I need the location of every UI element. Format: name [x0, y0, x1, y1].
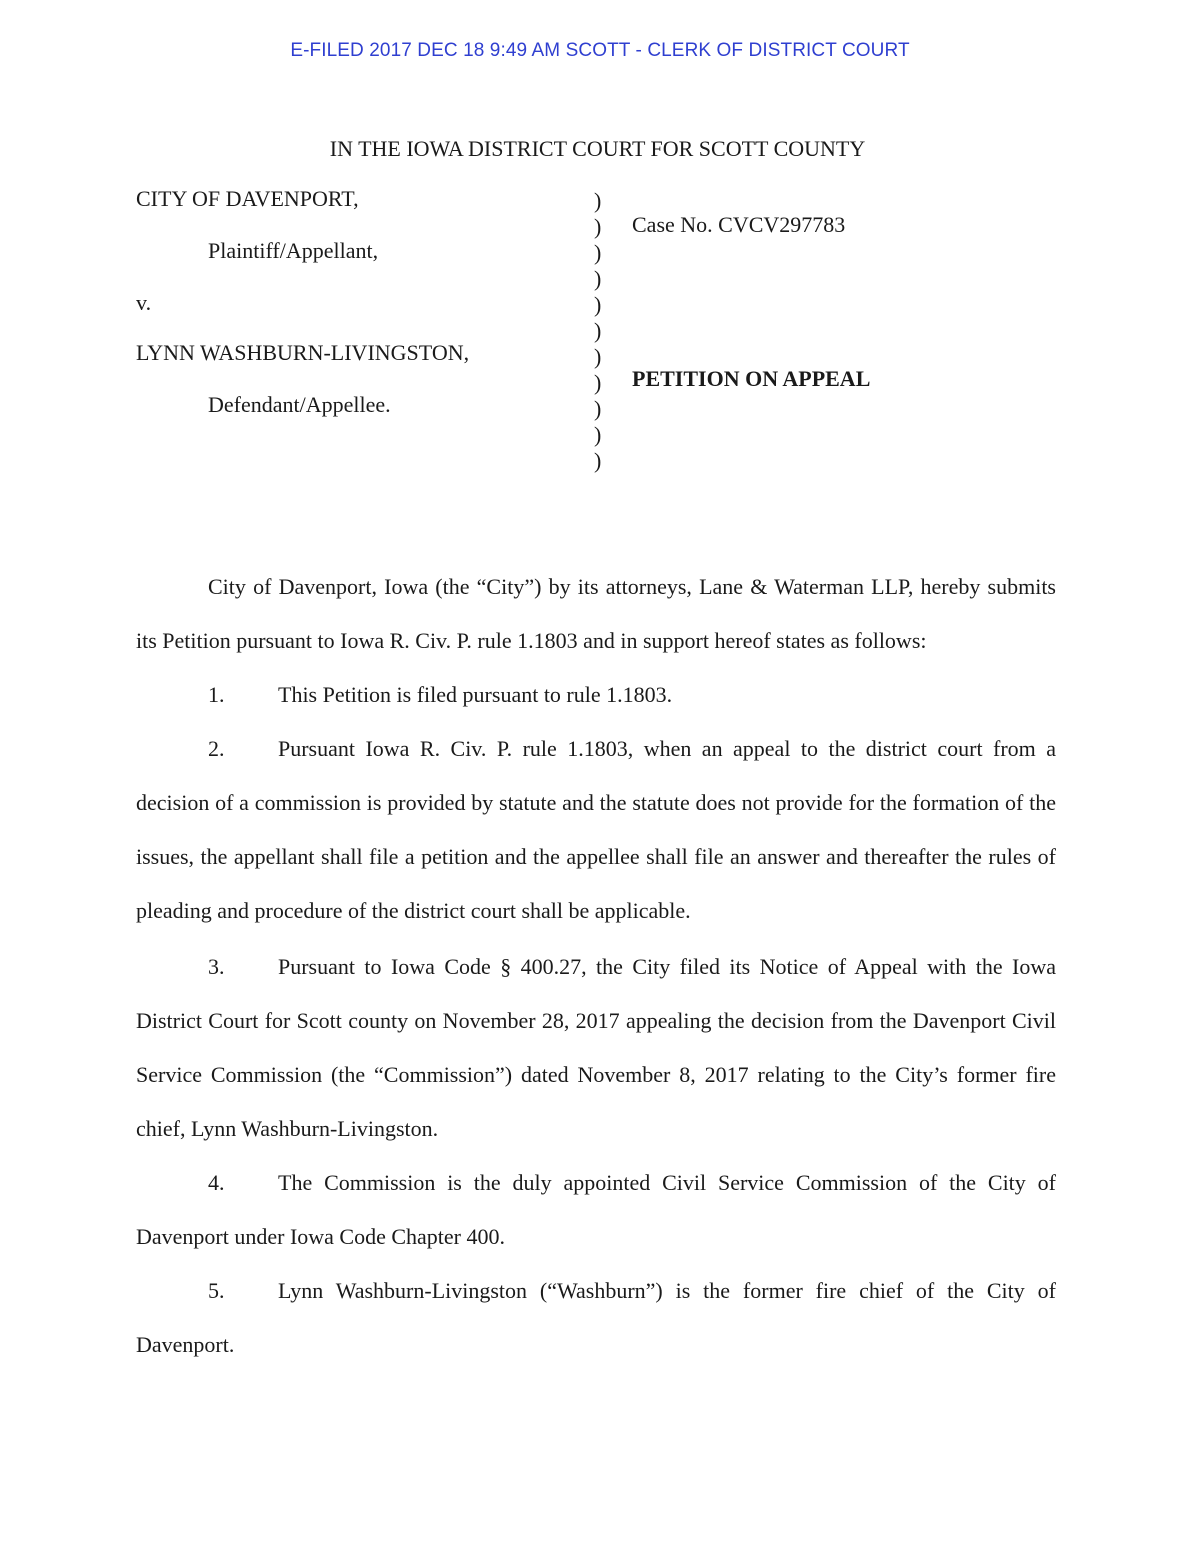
numbered-paragraph-1: [136, 668, 1056, 722]
paragraph-text: This Petition is filed pursuant to rule 1.1803.: [278, 682, 673, 707]
court-heading: IN THE IOWA DISTRICT COURT FOR SCOTT COUNTY: [329, 136, 866, 161]
numbered-paragraph-2: [136, 722, 1056, 938]
numbered-paragraph-5: [136, 1264, 1056, 1372]
paragraph-number: 2.: [208, 736, 225, 761]
document-title: PETITION ON APPEAL: [632, 366, 871, 391]
paragraph-text: Pursuant to Iowa Code § 400.27, the City filed its Notice of Appeal with the Iowa District Court for Scott county on November 28, 2017 appealing the decision from the Davenport Civil Service Commission (the “Commission”) dated November 8, 2017 relating to the City’s former fire chief, Lynn Washburn-Livingston.: [136, 954, 1056, 1141]
numbered-paragraph-3: [136, 940, 1056, 1156]
paragraph-text: Pursuant Iowa R. Civ. P. rule 1.1803, when an appeal to the district court from a decision of a commission is provided by statute and the statute does not provide for the formation of the issues, the appellant shall file a petition and the appellee shall file an answer and thereafter the rules of pleading and procedure of the district court shall be applicable.: [136, 736, 1056, 923]
paragraph-number: 3.: [208, 954, 225, 979]
caption-paren: ): [594, 214, 602, 239]
plaintiff-name: CITY OF DAVENPORT,: [136, 186, 359, 211]
caption-paren: ): [594, 292, 602, 317]
intro-paragraph: City of Davenport, Iowa (the “City”) by its attorneys, Lane & Waterman LLP, hereby submits its Petition pursuant to Iowa R. Civ. P. rule 1.1803 and in support hereof states as follows:: [136, 574, 1056, 653]
numbered-paragraph-4: [136, 1156, 1056, 1264]
paragraph-text: The Commission is the duly appointed Civil Service Commission of the City of Davenport under Iowa Code Chapter 400.: [136, 1170, 1056, 1249]
caption-paren: ): [594, 188, 602, 213]
caption-paren: ): [594, 422, 602, 447]
caption-paren: ): [594, 318, 602, 343]
paragraph-number: 1.: [208, 682, 225, 707]
caption-paren: ): [594, 240, 602, 265]
case-number: Case No. CVCV297783: [632, 212, 846, 237]
defendant-name: LYNN WASHBURN-LIVINGSTON,: [136, 340, 470, 365]
versus-label: v.: [136, 290, 152, 315]
efiled-stamp: E-FILED 2017 DEC 18 9:49 AM SCOTT - CLERK OF DISTRICT COURT: [290, 40, 910, 61]
caption-paren: ): [594, 266, 602, 291]
caption-paren: ): [594, 344, 602, 369]
paragraph-text: Lynn Washburn-Livingston (“Washburn”) is the former fire chief of the City of Davenport.: [136, 1278, 1056, 1357]
caption-paren: ): [594, 396, 602, 421]
caption-paren: ): [594, 370, 602, 395]
defendant-role: Defendant/Appellee.: [208, 392, 391, 417]
caption-paren: ): [594, 448, 602, 473]
paragraph-number: 5.: [208, 1278, 225, 1303]
plaintiff-role: Plaintiff/Appellant,: [208, 238, 379, 263]
paragraph-number: 4.: [208, 1170, 225, 1195]
